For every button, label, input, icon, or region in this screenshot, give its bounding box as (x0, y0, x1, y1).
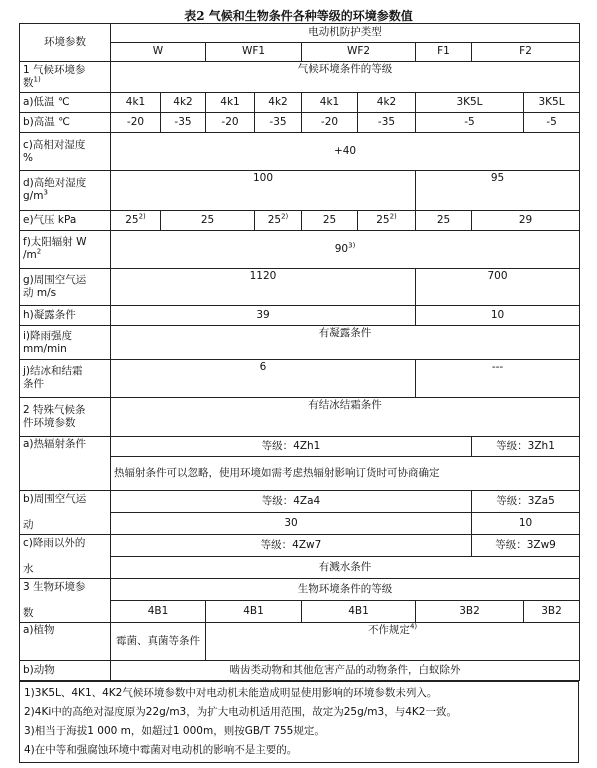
footnote-4: 4)在中等和强腐蚀环境中霉菌对电动机的影响不是主要的。 (24, 744, 298, 756)
col-wf1: WF1 (206, 42, 302, 61)
row-e-cell: 25$^{2)}$ (255, 210, 302, 230)
sec3-a-value-1: 霉菌、真菌等条件 (111, 623, 206, 661)
row-b-cell: -5 (524, 113, 580, 133)
col-w: W (111, 42, 206, 61)
row-a-cell: 4k2 (255, 93, 302, 113)
row-b-cell: -35 (161, 113, 206, 133)
table-footnotes (19, 681, 579, 763)
row-a-label: a)低温 ℃ (20, 93, 111, 113)
row-e-cell: 25$^{2)}$ (358, 210, 416, 230)
sec3-cell: 3B2 (416, 601, 524, 623)
section-2-label: 2 特殊气候条 件环境参数 (20, 397, 111, 437)
sec2-b-value-1: 30 (111, 513, 472, 535)
section-2-value: 有结冰结霜条件 (111, 397, 580, 437)
row-j-label: j)结冰和结霜 条件 (20, 359, 111, 397)
section-3-label: 3 生物环境参 数 (20, 579, 111, 623)
row-f-value: 90$^{3)}$ (111, 230, 580, 268)
row-e-label: e)气压 kPa (20, 210, 111, 230)
row-b-cell: -20 (206, 113, 255, 133)
sec2-c-grade-1: 等级：4Zw7 (111, 535, 472, 557)
row-h-value-1: 39 (111, 306, 416, 326)
footnote-3: 3)相当于海拔1 000 m，如超过1 000m，则按GB/T 755规定。 (24, 725, 325, 737)
sec3-cell: 4B1 (302, 601, 416, 623)
footnote-2: 2)4Ki中的高绝对湿度原为22g/m3，为扩大电动机适用范围，故定为25g/m3，与4K2一致。 (24, 706, 457, 718)
sec3-b-label: b)动物 (20, 660, 111, 680)
row-b-label: b)高温 ℃ (20, 113, 111, 133)
sec2-c-value: 有溅水条件 (111, 557, 580, 579)
environment-parameter-table (19, 23, 580, 681)
table-title: 表2 气候和生物条件各种等级的环境参数值 (184, 9, 413, 23)
row-j-value-1: 6 (111, 359, 416, 397)
col-f2: F2 (472, 42, 580, 61)
row-j-value-2: --- (416, 359, 580, 397)
row-b-cell: -20 (111, 113, 161, 133)
section-3-header: 生物环境条件的等级 (111, 579, 580, 601)
row-d-value-1: 100 (111, 170, 416, 210)
row-a-cell: 4k2 (358, 93, 416, 113)
row-b-cell: -35 (255, 113, 302, 133)
footnote-1: 1)3K5L、4K1、4K2气候环境参数中对电动机未能造成明显使用影响的环境参数未列入。 (24, 687, 438, 699)
row-d-value-2: 95 (416, 170, 580, 210)
section-1-label: 1 气候环境参 数$^{1)}$ (20, 61, 111, 92)
row-c-value: +40 (111, 133, 580, 171)
sec3-a-value-2: 不作规定$^{4)}$ (206, 623, 580, 661)
sec3-cell: 4B1 (206, 601, 302, 623)
row-b-cell: -5 (416, 113, 524, 133)
sec2-c-grade-2: 等级：3Zw9 (472, 535, 580, 557)
row-a-cell: 4k1 (302, 93, 358, 113)
row-a-cell: 4k1 (206, 93, 255, 113)
sec2-b-grade-2: 等级：3Za5 (472, 490, 580, 512)
row-b-cell: -35 (358, 113, 416, 133)
sec3-cell: 4B1 (111, 601, 206, 623)
sec2-a-grade-2: 等级：3Zh1 (472, 437, 580, 457)
row-g-value-2: 700 (416, 268, 580, 306)
sec2-b-grade-1: 等级：4Za4 (111, 490, 472, 512)
sec3-cell: 3B2 (524, 601, 580, 623)
row-a-cell: 3K5L (524, 93, 580, 113)
row-e-cell: 29 (472, 210, 580, 230)
sec2-b-label: b)周围空气运 动 (20, 490, 111, 534)
motor-class-header: 电动机防护类型 (111, 24, 580, 43)
row-g-value-1: 1120 (111, 268, 416, 306)
row-a-cell: 4k1 (111, 93, 161, 113)
section-1-header: 气候环境条件的等级 (111, 61, 580, 92)
row-c-label: c)高相对湿度 % (20, 133, 111, 171)
row-d-label: d)高绝对湿度 $g/m^3$ (20, 170, 111, 210)
sec2-a-note: 热辐射条件可以忽略，使用环境如需考虑热辐射影响订货时可协商确定 (111, 457, 580, 491)
row-e-cell: 25$^{2)}$ (111, 210, 161, 230)
env-param-header: 环境参数 (20, 24, 111, 62)
row-e-cell: 25 (161, 210, 255, 230)
sec2-a-label: a)热辐射条件 (20, 437, 111, 491)
sec2-c-label: c)降雨以外的 水 (20, 535, 111, 579)
row-h-value-2: 10 (416, 306, 580, 326)
row-i-label: i)降雨强度 mm/min (20, 326, 111, 360)
col-wf2: WF2 (302, 42, 416, 61)
row-e-cell: 25 (416, 210, 472, 230)
row-i-value: 有凝露条件 (111, 326, 580, 360)
row-a-cell: 3K5L (416, 93, 524, 113)
row-f-label: f)太阳辐射 W $/m^2$ (20, 230, 111, 268)
row-a-cell: 4k2 (161, 93, 206, 113)
row-b-cell: -20 (302, 113, 358, 133)
sec2-a-grade-1: 等级：4Zh1 (111, 437, 472, 457)
col-f1: F1 (416, 42, 472, 61)
sec2-b-value-2: 10 (472, 513, 580, 535)
row-g-label: g)周围空气运 动 m/s (20, 268, 111, 306)
sec3-b-value: 啮齿类动物和其他危害产品的动物条件，白蚁除外 (111, 660, 580, 680)
row-e-cell: 25 (302, 210, 358, 230)
row-h-label: h)凝露条件 (20, 306, 111, 326)
sec3-a-label: a)植物 (20, 623, 111, 661)
